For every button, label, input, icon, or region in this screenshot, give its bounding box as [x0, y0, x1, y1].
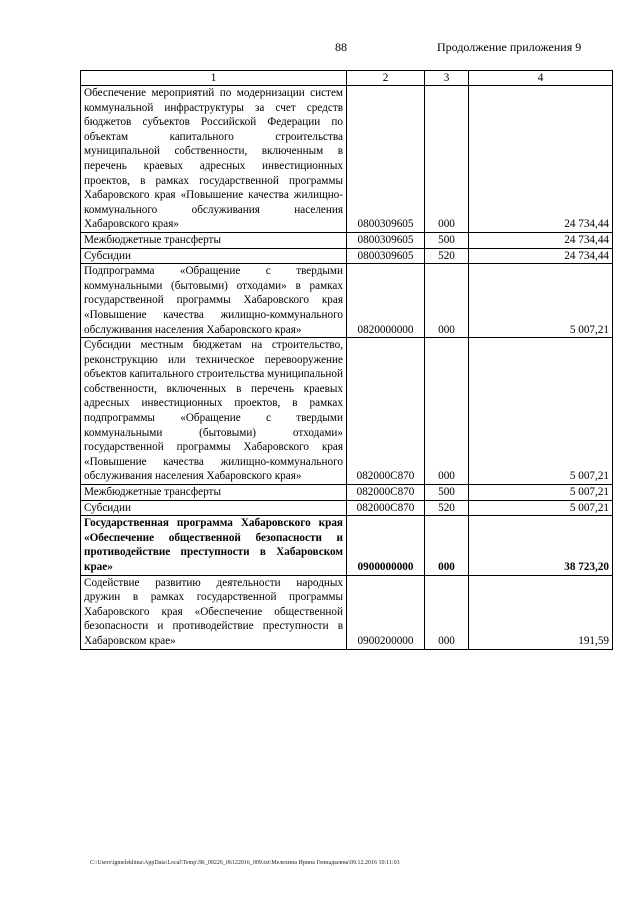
continuation-label: Продолжение приложения 9 [437, 40, 582, 54]
row-code: 0800309605 [347, 86, 425, 233]
row-name: Субсидии [81, 500, 347, 516]
row-name: Субсидии [81, 248, 347, 264]
table-row [81, 264, 613, 338]
row-amount: 24 734,44 [469, 86, 613, 233]
row-type: 000 [425, 575, 469, 649]
row-code: 0900200000 [347, 575, 425, 649]
row-name: Подпрограмма «Обращение с твердыми коммунальными (бытовыми) отходами» в рамках государственной программы Хабаровского края «Повышение качества жилищно-коммунального обслуживания населения Хабаровского края» [81, 264, 347, 338]
row-amount: 24 734,44 [469, 232, 613, 248]
row-type: 000 [425, 264, 469, 338]
row-type: 000 [425, 516, 469, 575]
row-amount: 5 007,21 [469, 338, 613, 485]
row-amount: 5 007,21 [469, 500, 613, 516]
row-code: 082000С870 [347, 500, 425, 516]
table-row [81, 338, 613, 485]
row-type: 500 [425, 232, 469, 248]
column-header-type: 3 [425, 71, 469, 86]
row-code: 0820000000 [347, 264, 425, 338]
row-type: 520 [425, 500, 469, 516]
row-type: 000 [425, 86, 469, 233]
table-row [81, 248, 613, 264]
row-amount: 24 734,44 [469, 248, 613, 264]
row-name: Государственная программа Хабаровского края «Обеспечение общественной безопасности и противодействие преступности в Хабаровском крае» [81, 516, 347, 575]
row-code: 0900000000 [347, 516, 425, 575]
row-amount: 191,59 [469, 575, 613, 649]
column-header-name: 1 [81, 71, 347, 86]
table-row [81, 575, 613, 649]
budget-table [80, 70, 613, 650]
row-amount: 38 723,20 [469, 516, 613, 575]
page-number: 88 [335, 40, 347, 54]
row-type: 520 [425, 248, 469, 264]
header-row [81, 71, 613, 86]
column-header-code: 2 [347, 71, 425, 86]
row-code: 082000С870 [347, 338, 425, 485]
table-row [81, 485, 613, 501]
table-row [81, 500, 613, 516]
table-row-program [81, 516, 613, 575]
table-row [81, 86, 613, 233]
row-name: Межбюджетные трансферты [81, 485, 347, 501]
row-code: 0800309605 [347, 248, 425, 264]
row-name: Содействие развитию деятельности народных дружин в рамках государственной программы Хабаровского края «Обеспечение общественной безопасности и противодействие преступности в Хабаровском крае» [81, 575, 347, 649]
row-name: Субсидии местным бюджетам на строительство, реконструкцию или техническое перевооружение объектов капитального строительства муниципальной собственности, включенных в перечень краевых адресных инвестиционных проектов, в рамках подпрограммы «Обращение с твердыми коммунальными (бытовыми) отходами» государственной программы Хабаровского края «Повышение качества жилищно-коммунального обслуживания населения Хабаровского края» [81, 338, 347, 485]
row-code: 0800309605 [347, 232, 425, 248]
row-name: Обеспечение мероприятий по модернизации систем коммунальной инфраструктуры за счет средств бюджетов субъектов Российской Федерации по объектам капитального строительства муниципальной собственности, включенным в перечень краевых адресных инвестиционных проектов, в рамках государственной программы Хабаровского края «Повышение качества жилищно-коммунального обслуживания населения Хабаровского края» [81, 86, 347, 233]
row-type: 000 [425, 338, 469, 485]
row-type: 500 [425, 485, 469, 501]
column-header-amount: 4 [469, 71, 613, 86]
footer-file-path: C:\Users\igmelekhina\AppData\Local\Temp\ЗК_00226_06122016_009.txt\Мелехина Ирина Геннадьевна\09.12.2016 10:11:03 [90, 860, 400, 866]
row-code: 082000С870 [347, 485, 425, 501]
row-amount: 5 007,21 [469, 264, 613, 338]
table-row [81, 232, 613, 248]
row-amount: 5 007,21 [469, 485, 613, 501]
row-name: Межбюджетные трансферты [81, 232, 347, 248]
